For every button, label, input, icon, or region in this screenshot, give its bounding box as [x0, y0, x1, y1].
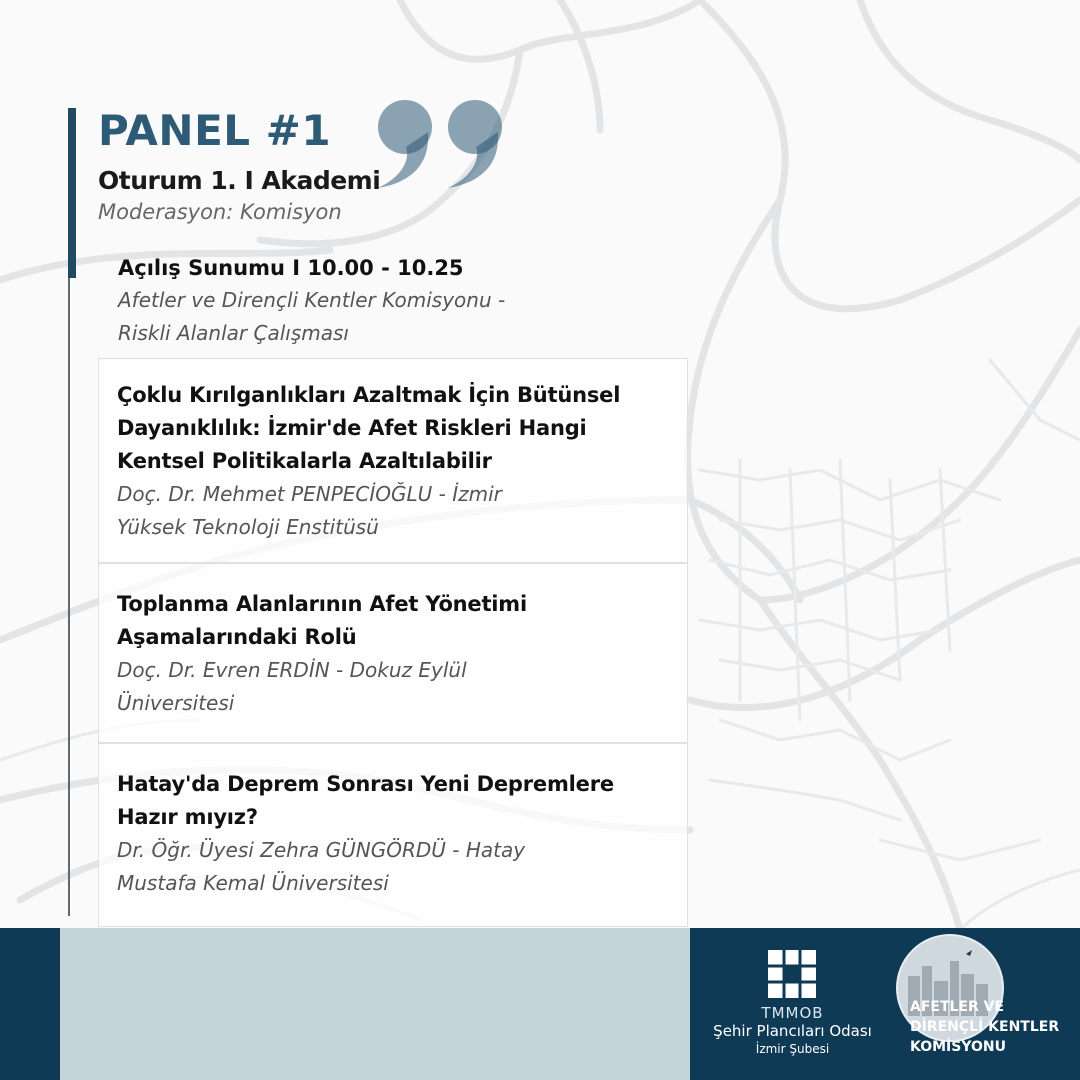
timeline-line [68, 278, 70, 916]
org-name: TMMOB [761, 1004, 824, 1022]
opening-title: Açılış Sunumu I 10.00 - 10.25 [118, 256, 464, 280]
talk-title: Hatay'da Deprem Sonrası Yeni Depremlere [117, 772, 614, 796]
talk-title: Çoklu Kırılganlıkları Azaltmak İçin Bütünsel [117, 383, 621, 407]
opening-subtitle: Afetler ve Dirençli Kentler Komisyonu - [118, 288, 506, 312]
commission-line: AFETLER VE [910, 999, 1005, 1015]
footer-band [60, 928, 690, 1080]
commission-line: DİRENÇLİ KENTLER [910, 1019, 1060, 1035]
talk-speaker: Doç. Dr. Mehmet PENPECİOĞLU - İzmir [117, 482, 502, 506]
panel-title: PANEL #1 [98, 106, 332, 155]
commission-name [910, 997, 1080, 1057]
session-title: Oturum 1. I Akademi [98, 166, 381, 195]
opening-talk [118, 252, 638, 350]
talk-title: Dayanıklılık: İzmir'de Afet Riskleri Hangi [117, 416, 587, 440]
talk-card [98, 743, 688, 927]
talk-speaker: Yüksek Teknoloji Enstitüsü [117, 515, 379, 539]
talk-title: Aşamalarındaki Rolü [117, 625, 357, 649]
commission-line: KOMİSYONU [910, 1039, 1006, 1055]
talk-speaker: Üniversitesi [117, 691, 235, 715]
talk-title: Toplanma Alanlarının Afet Yönetimi [117, 592, 527, 616]
talk-card [98, 563, 688, 743]
quote-mark-icon [370, 92, 515, 192]
talk-title: Hazır mıyız? [117, 805, 258, 829]
org-subname: Şehir Plancıları Odası [713, 1022, 872, 1040]
tmmob-logo-icon [768, 950, 816, 998]
talk-speaker: Dr. Öğr. Üyesi Zehra GÜNGÖRDÜ - Hatay [117, 838, 526, 862]
moderation-text: Moderasyon: Komisyon [98, 200, 342, 224]
accent-bar [68, 108, 76, 278]
opening-subtitle: Riskli Alanlar Çalışması [118, 321, 349, 345]
talk-speaker: Doç. Dr. Evren ERDİN - Dokuz Eylül [117, 658, 467, 682]
talk-card [98, 358, 688, 563]
org-branch: İzmir Şubesi [755, 1042, 830, 1056]
talk-title: Kentsel Politikalarla Azaltılabilir [117, 449, 492, 473]
talk-speaker: Mustafa Kemal Üniversitesi [117, 871, 389, 895]
